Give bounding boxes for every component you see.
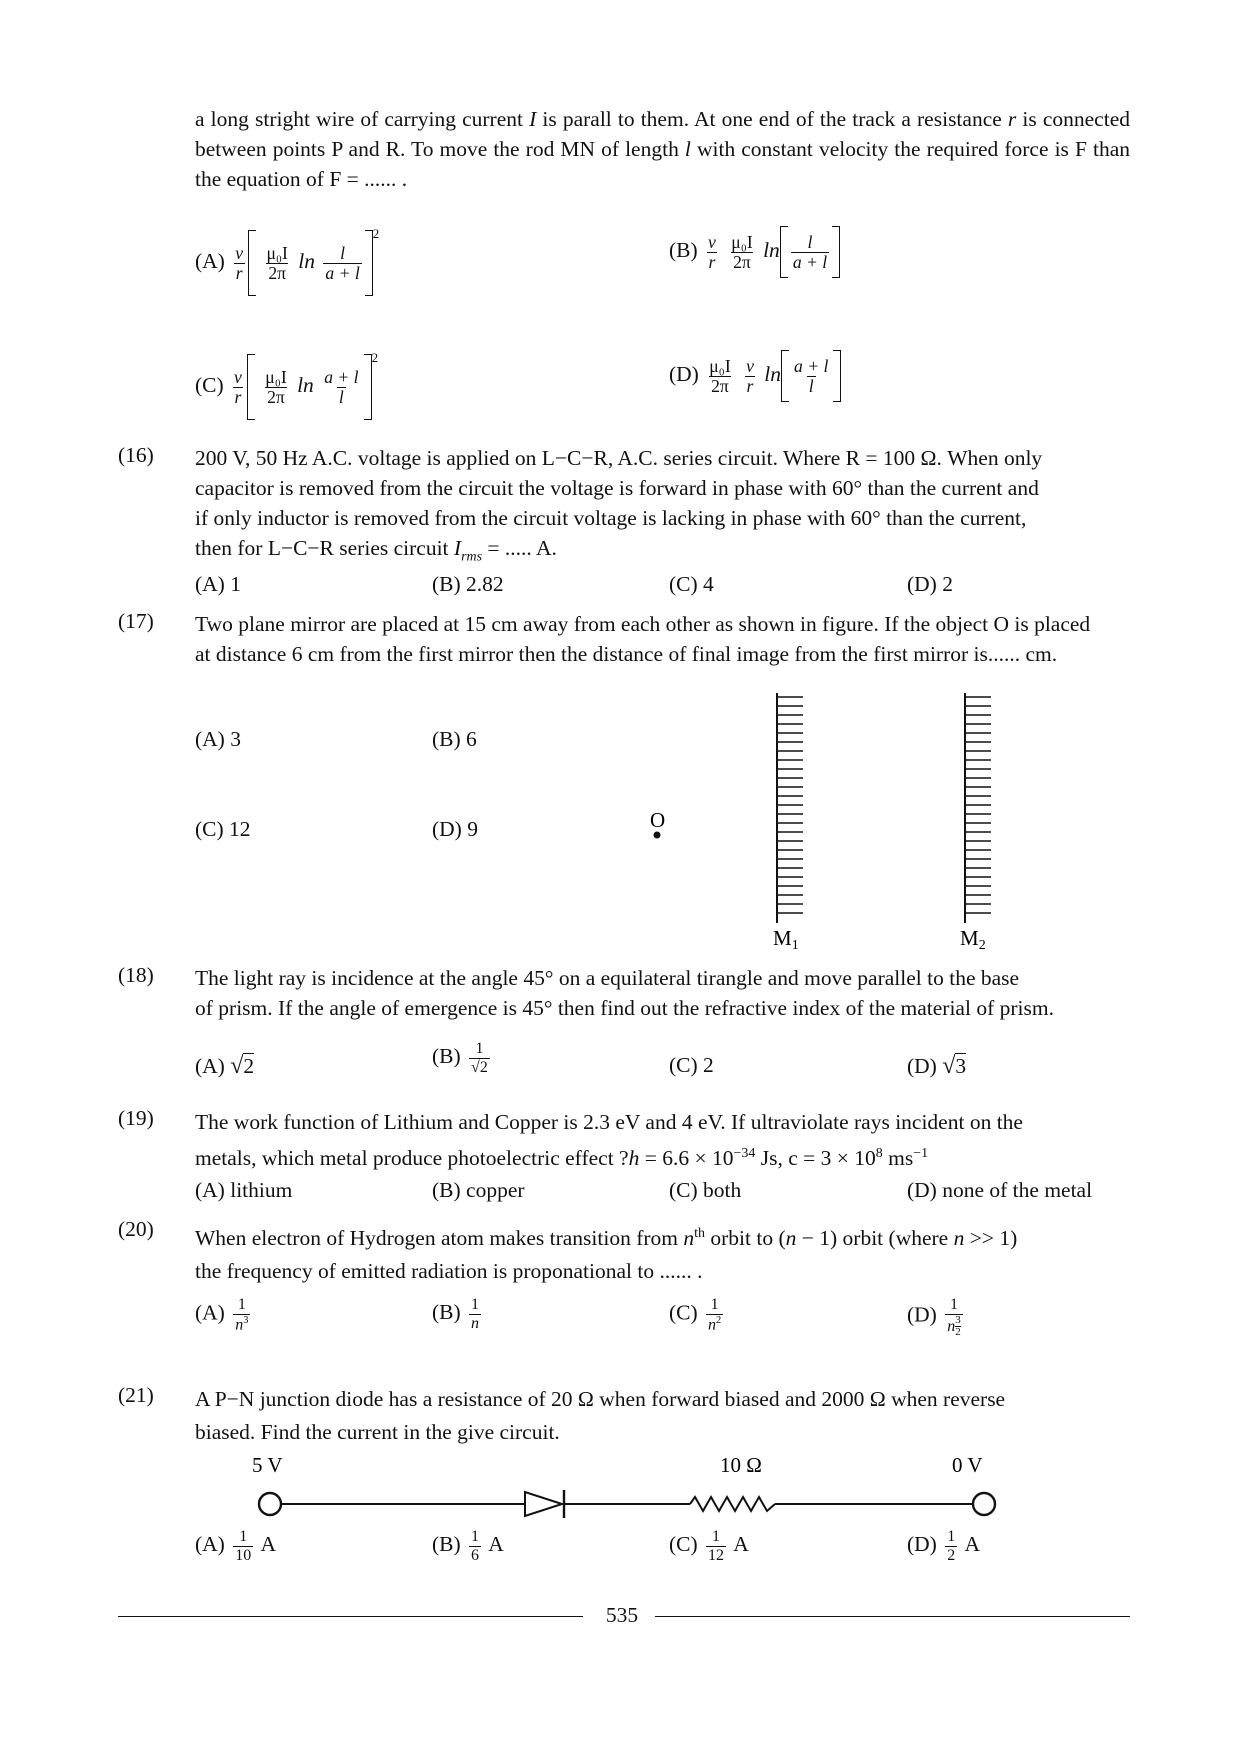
q17-option-b: (B) 6 — [432, 727, 477, 751]
q18-text — [195, 963, 1130, 1023]
q19-line1: The work function of Lithium and Copper is 2.3 eV and 4 eV. If ultraviolate rays incident on the — [195, 1110, 1023, 1134]
q16-line3: if only inductor is removed from the circuit voltage is lacking in phase with 60° than the current, — [195, 506, 1027, 530]
question-number-20: (20) — [118, 1217, 154, 1241]
q15-text-line2: is connected between points P and R. To move the rod MN of length — [195, 107, 1130, 161]
footer-rule-left — [118, 1616, 583, 1617]
q16-line1: 200 V, 50 Hz A.C. voltage is applied on L−C−R, A.C. series circuit. Where R = 100 Ω. When only — [195, 446, 1043, 470]
q15-text-line2b: with constant velocity the — [696, 137, 921, 161]
q15-text-line3: required force is F than the equation of F = ...... . — [195, 137, 1131, 191]
option-label: (A) — [195, 249, 225, 273]
sqrt-icon: √ — [942, 1053, 956, 1079]
q15-text-line1b: is parall to them. At one end of the track a resistance — [542, 107, 1002, 131]
q21-line2: biased. Find the current in the give circuit. — [195, 1420, 560, 1444]
sqrt-icon: √ — [471, 1058, 480, 1076]
voltage-5v-label: 5 V — [252, 1453, 283, 1477]
q18-line2: of prism. If the angle of emergence is 45° then find out the refractive index of the material of prism. — [195, 996, 1054, 1020]
mirror-m2 — [965, 693, 991, 923]
q17-line1: Two plane mirror are placed at 15 cm away from each other as shown in figure. If the object O is placed — [195, 612, 1091, 636]
q20-text — [195, 1217, 1130, 1288]
v-over-r: $\frac{v}{r}$ — [746, 356, 754, 396]
irms-symbol: I — [453, 536, 462, 560]
q15-option-b — [669, 226, 840, 278]
q17-option-a: (A) 3 — [195, 727, 241, 751]
q16-text — [195, 443, 1130, 572]
mirror-m1 — [777, 693, 803, 923]
q21-line1: A P−N junction diode has a resistance of 20 Ω when forward biased and 2000 Ω when reverse — [195, 1387, 1006, 1411]
q15-text-line1: a long stright wire of carrying current — [195, 107, 523, 131]
two-mirror-figure — [630, 685, 1010, 955]
q17-text — [195, 609, 1130, 669]
q15-option-c — [195, 350, 378, 420]
q17-option-c: (C) 12 — [195, 817, 251, 841]
mu0i-over-2pi: $\frac{\text{μ₀I}}{2\pi}$ — [265, 367, 287, 407]
m1-label: M1 — [773, 926, 799, 953]
q21-option-c: (C) $\frac{1}{12}$ A — [669, 1528, 749, 1564]
v-over-r: $\frac{v}{r}$ — [235, 243, 244, 283]
q20-option-c: (C) $\frac{1}{n^2}$ — [669, 1296, 722, 1333]
v-over-r: $\frac{v}{r}$ — [708, 232, 716, 272]
q15-option-d — [669, 350, 841, 402]
q17-option-d: (D) 9 — [432, 817, 478, 841]
q20-option-b: (B) $\frac{1}{n}$ — [432, 1296, 480, 1332]
q19-option-a: (A) lithium — [195, 1178, 293, 1202]
a-plus-l-over-l: $\frac{a + l}{l}$ — [794, 356, 829, 396]
q16-line4: then for L−C−R series circuit $I_{rms}$ = ..... A. — [195, 536, 557, 565]
square-exponent: 2 — [371, 350, 379, 365]
resistor-icon — [690, 1497, 775, 1511]
option-label: (C) — [195, 373, 224, 397]
q18-option-b: (B) $\frac{1}{√2}$ — [432, 1040, 488, 1076]
q19-option-c: (C) both — [669, 1178, 742, 1202]
v-over-r: $\frac{v}{r}$ — [234, 367, 242, 407]
option-label: (D) — [669, 361, 699, 386]
q16-option-d: (D) 2 — [907, 572, 953, 596]
q19-option-b: (B) copper — [432, 1178, 525, 1202]
mu0i-over-2pi: $\frac{\text{μ₀I}}{2\pi}$ — [266, 243, 288, 283]
terminal-right-icon — [973, 1493, 995, 1515]
q20-line1: When electron of Hydrogen atom makes transition from $n^{th}$ orbit to (n − 1) orbit (where n >> 1) — [195, 1226, 1018, 1251]
terminal-left-icon — [259, 1493, 281, 1515]
q16-option-a: (A) 1 — [195, 572, 241, 596]
ln-text: ln — [764, 361, 781, 386]
q16-option-b: (B) 2.82 — [432, 572, 504, 596]
diode-icon — [525, 1490, 564, 1518]
mu0i-over-2pi: $\frac{\text{μ₀I}}{2\pi}$ — [731, 232, 753, 272]
symbol-length: l — [684, 137, 691, 161]
q18-line1: The light ray is incidence at the angle 45° on a equilateral tirangle and move parallel to the base — [195, 966, 1020, 990]
q19-option-d: (D) none of the metal — [907, 1178, 1093, 1202]
symbol-resistance: r — [1007, 107, 1017, 131]
question-number-17: (17) — [118, 609, 154, 633]
q19-text — [195, 1106, 1130, 1174]
l-over-a-plus-l: $\frac{l}{a + l}$ — [325, 243, 360, 283]
q20-line2: the frequency of emitted radiation is proponational to ...... . — [195, 1259, 703, 1284]
symbol-current: I — [529, 107, 537, 131]
voltage-0v-label: 0 V — [952, 1453, 983, 1477]
object-label: O — [650, 808, 666, 832]
l-over-a-plus-l: $\frac{l}{a + l}$ — [792, 232, 828, 272]
q19-line2: metals, which metal produce photoelectric effect ?h = $6.6 \times 10^{-34}$ Js, $c = 3 \times 10^8$ $ms^{-1}$ — [195, 1146, 929, 1171]
ln-text: ln — [297, 373, 314, 397]
question-number-19: (19) — [118, 1106, 154, 1130]
ln-text: ln — [298, 249, 315, 273]
q21-option-b: (B) $\frac{1}{6}$ A — [432, 1528, 504, 1564]
q15-text — [195, 104, 1130, 194]
mu0i-over-2pi: $\frac{\text{μ₀I}}{2\pi}$ — [709, 356, 731, 396]
resistor-label: 10 Ω — [720, 1453, 762, 1477]
footer-rule-right — [655, 1616, 1130, 1617]
q15-option-a — [195, 226, 379, 296]
question-number-21: (21) — [118, 1383, 154, 1407]
q20-option-a: (A) $\frac{1}{n^3}$ — [195, 1296, 249, 1333]
square-exponent: 2 — [372, 226, 380, 241]
sqrt-icon: √ — [230, 1053, 244, 1079]
q20-option-d: (D) 1 n $\frac{3}{2}$ — [907, 1296, 961, 1338]
q21-text — [195, 1383, 1130, 1449]
q21-option-d: (D) $\frac{1}{2}$ A — [907, 1528, 980, 1564]
q21-option-a: (A) $\frac{1}{10}$ A — [195, 1528, 276, 1564]
option-label: (B) — [669, 237, 698, 262]
q16-option-c: (C) 4 — [669, 572, 714, 596]
q18-option-a: (A) √2 — [195, 1053, 255, 1079]
q18-option-c: (C) 2 — [669, 1053, 714, 1077]
q17-line2: at distance 6 cm from the first mirror then the distance of final image from the first mirror is...... cm. — [195, 642, 1058, 666]
m2-label: M2 — [960, 926, 986, 953]
ln-text: ln — [763, 237, 780, 262]
q16-line2: capacitor is removed from the circuit the voltage is forward in phase with 60° than the current and — [195, 476, 1039, 500]
diode-circuit — [240, 1450, 1010, 1530]
question-number-18: (18) — [118, 963, 154, 987]
q18-option-d: (D) √3 — [907, 1053, 967, 1079]
question-number-16: (16) — [118, 443, 154, 467]
a-plus-l-over-l: $\frac{a + l}{l}$ — [324, 367, 359, 407]
object-point — [654, 832, 661, 839]
page-number: 535 — [605, 1603, 639, 1627]
